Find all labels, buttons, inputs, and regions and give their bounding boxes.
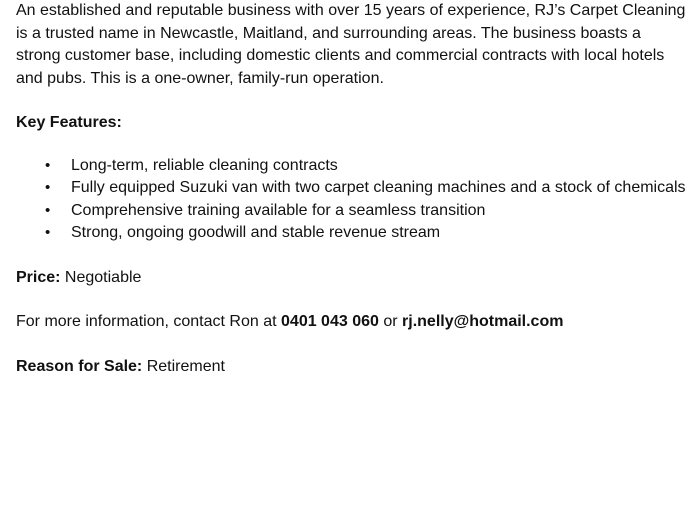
contact-prefix: For more information, contact Ron at bbox=[16, 313, 277, 330]
intro-paragraph: An established and reputable business with over 15 years of experience, RJ’s Carpet Cleaning is a trusted name in Newcastle, Maitland, and surrounding areas. The business boasts a strong customer base, including domestic clients and commercial contracts with local hotels and pubs. This is a one-owner, family-run operation. bbox=[16, 2, 686, 87]
contact-email: rj.nelly@hotmail.com bbox=[402, 313, 564, 330]
list-item-text: Fully equipped Suzuki van with two carpet cleaning machines and a stock of chemicals bbox=[71, 179, 686, 196]
list-item-text: Long-term, reliable cleaning contracts bbox=[71, 156, 338, 174]
key-features-heading: Key Features: bbox=[16, 114, 122, 131]
bullet-icon: • bbox=[45, 201, 51, 219]
bullet-icon: • bbox=[45, 224, 51, 241]
contact-phone: 0401 043 060 bbox=[281, 313, 379, 330]
list-item-text: Strong, ongoing goodwill and stable revenue stream bbox=[71, 224, 441, 241]
reason-line bbox=[16, 356, 688, 379]
reason-value: Retirement bbox=[146, 357, 225, 375]
key-features-list bbox=[16, 155, 688, 245]
price-value: Negotiable bbox=[64, 268, 142, 286]
bullet-icon: • bbox=[45, 156, 51, 174]
list-item bbox=[16, 200, 688, 223]
bullet-icon: • bbox=[45, 179, 51, 196]
contact-line bbox=[16, 311, 688, 334]
price-line bbox=[16, 267, 688, 290]
contact-connector: or bbox=[383, 313, 398, 330]
list-item bbox=[16, 155, 688, 178]
list-item bbox=[16, 222, 688, 245]
list-item bbox=[16, 177, 688, 200]
reason-label: Reason for Sale: bbox=[16, 357, 143, 375]
list-item-text: Comprehensive training available for a seamless transition bbox=[71, 201, 486, 219]
price-label: Price: bbox=[16, 268, 61, 286]
